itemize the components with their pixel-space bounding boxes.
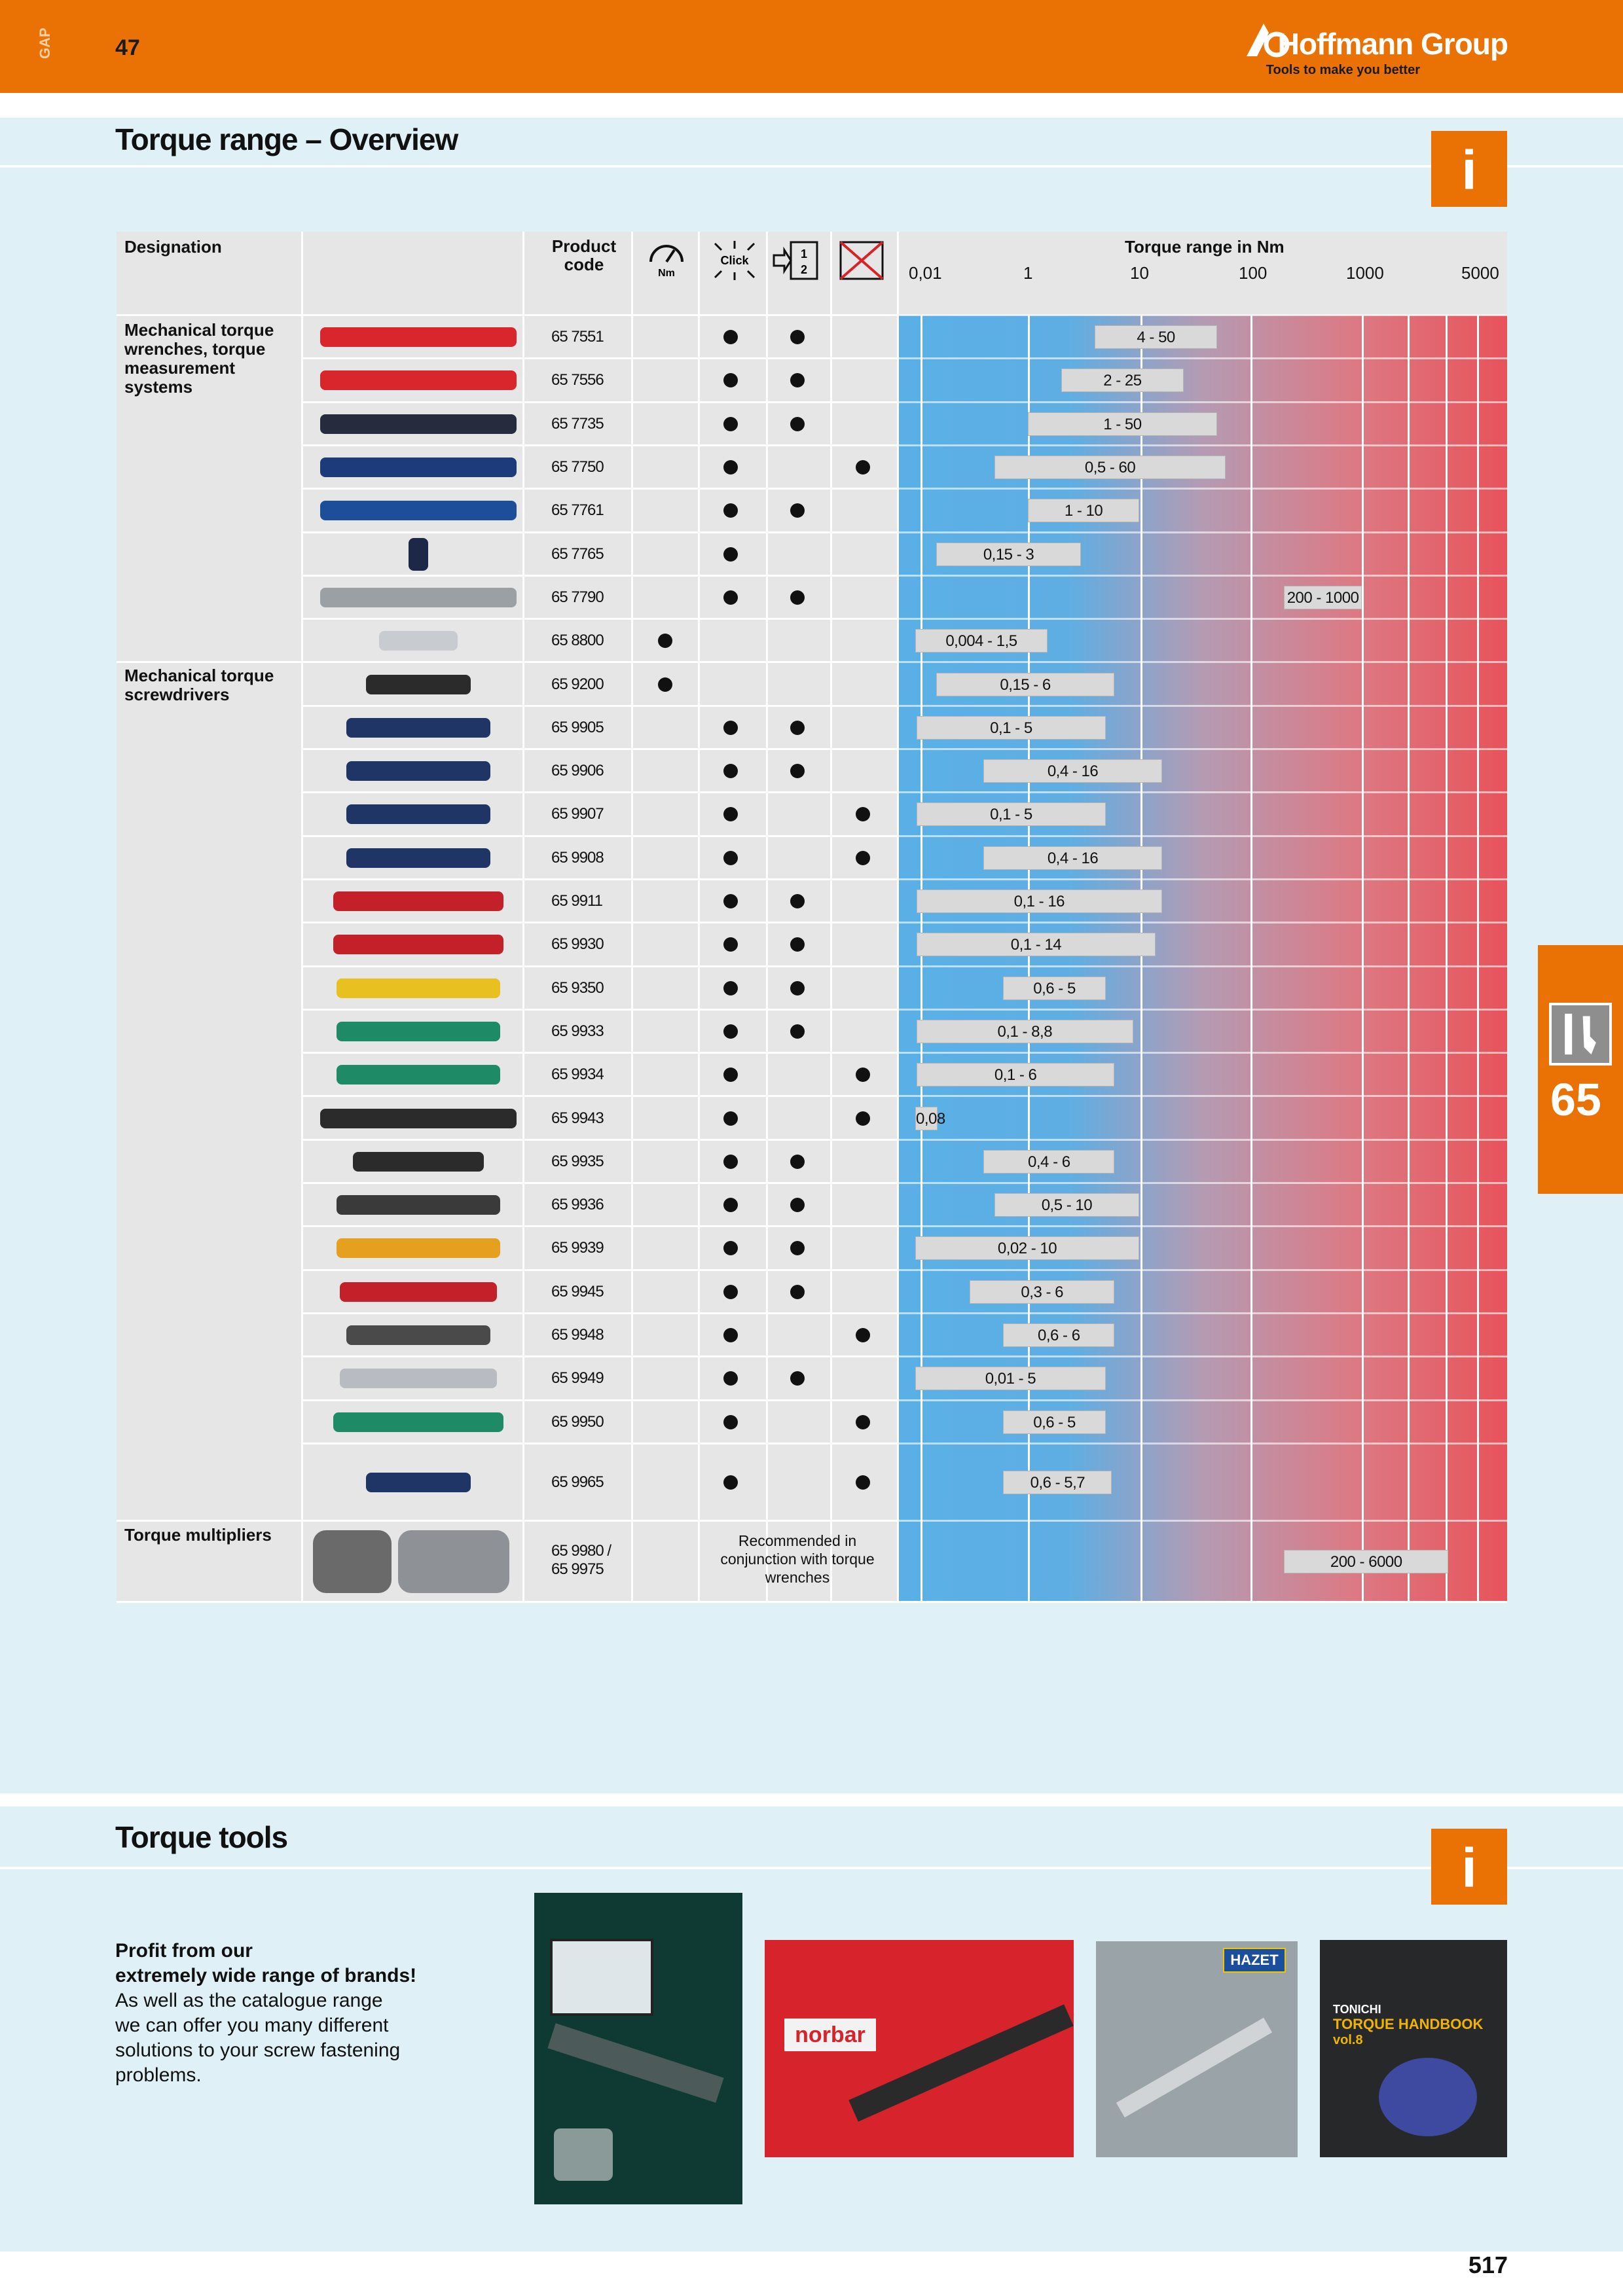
row-divider bbox=[301, 878, 897, 880]
row-divider bbox=[301, 444, 897, 446]
profit-body: we can offer you many different bbox=[115, 2015, 389, 2036]
product-image bbox=[337, 1238, 500, 1258]
range-bar: 0,1 - 8,8 bbox=[917, 1020, 1133, 1043]
feature-dot bbox=[723, 1241, 738, 1255]
feature-dot bbox=[723, 460, 738, 475]
feature-dot bbox=[856, 1328, 870, 1342]
row-divider bbox=[897, 705, 1507, 707]
product-image bbox=[320, 501, 517, 520]
feature-dot bbox=[856, 1475, 870, 1490]
range-bar: 1 - 50 bbox=[1028, 412, 1217, 436]
range-bar: 0,6 - 6 bbox=[1003, 1323, 1114, 1347]
torque-range-table bbox=[117, 232, 1507, 1601]
col-divider bbox=[766, 232, 768, 1602]
group-wrenches: Mechanical torque wrenches, torque measurement systems bbox=[124, 320, 274, 397]
divider bbox=[0, 165, 1623, 168]
feature-dot bbox=[723, 937, 738, 952]
product-image bbox=[313, 1530, 392, 1593]
monitor-icon bbox=[550, 1939, 653, 2016]
feature-dot bbox=[723, 1328, 738, 1342]
scale-line bbox=[1408, 315, 1410, 1602]
col-product-code: Product code bbox=[551, 236, 617, 274]
range-bar: 0,004 - 1,5 bbox=[915, 629, 1048, 653]
range-bar: 0,15 - 3 bbox=[936, 543, 1081, 566]
product-image bbox=[320, 457, 517, 477]
row-divider bbox=[301, 1269, 897, 1271]
row-divider bbox=[897, 618, 1507, 620]
product-image bbox=[340, 1282, 497, 1302]
row-divider bbox=[301, 401, 897, 403]
row-divider bbox=[301, 1399, 897, 1401]
product-code: 65 9350 bbox=[551, 978, 604, 997]
tick-label: 5000 bbox=[1461, 263, 1499, 283]
divider bbox=[0, 1867, 1623, 1869]
scale-line bbox=[1140, 315, 1142, 1602]
product-code: 65 9948 bbox=[551, 1326, 604, 1344]
feature-dot bbox=[723, 764, 738, 778]
row-divider bbox=[301, 1312, 897, 1314]
tonichi-brand: TONICHI bbox=[1333, 2003, 1381, 2016]
hazet-brochure-image bbox=[1096, 1941, 1298, 2157]
range-bar: 0,6 - 5 bbox=[1003, 1410, 1106, 1434]
product-code: 65 9933 bbox=[551, 1022, 604, 1040]
feature-dot bbox=[723, 807, 738, 821]
feature-dot bbox=[790, 373, 805, 387]
product-image bbox=[320, 414, 517, 434]
row-divider bbox=[897, 1520, 1507, 1522]
row-divider bbox=[897, 835, 1507, 837]
feature-dot bbox=[723, 1067, 738, 1082]
product-code: 65 9945 bbox=[551, 1282, 604, 1300]
product-code: 65 9200 bbox=[551, 675, 604, 693]
range-bar: 0,5 - 60 bbox=[994, 456, 1226, 479]
feature-dot bbox=[723, 1155, 738, 1169]
product-code: 65 7551 bbox=[551, 328, 604, 346]
product-image bbox=[337, 1195, 500, 1215]
scale-line bbox=[921, 315, 922, 1602]
feature-dot bbox=[723, 1475, 738, 1490]
range-bar: 0,02 - 10 bbox=[915, 1236, 1139, 1260]
scale-line bbox=[1250, 315, 1252, 1602]
range-bar: 0,1 - 5 bbox=[917, 716, 1106, 740]
wrench-head-icon bbox=[554, 2128, 613, 2181]
product-code: 65 9911 bbox=[551, 892, 602, 910]
product-image bbox=[409, 538, 428, 571]
feature-dot bbox=[723, 981, 738, 996]
feature-dot bbox=[790, 1371, 805, 1386]
product-image bbox=[346, 761, 490, 781]
row-divider bbox=[301, 835, 897, 837]
overview-title: Torque range – Overview bbox=[115, 122, 458, 156]
range-bar: 1 - 10 bbox=[1028, 499, 1139, 522]
page-header bbox=[0, 0, 1623, 93]
tick-label: 100 bbox=[1239, 263, 1267, 283]
feature-dot bbox=[723, 851, 738, 865]
col-divider bbox=[897, 232, 899, 1602]
row-divider bbox=[301, 488, 897, 490]
product-image bbox=[366, 1473, 471, 1492]
range-bar: 2 - 25 bbox=[1061, 368, 1183, 392]
feature-dot bbox=[723, 503, 738, 518]
product-code: 65 7761 bbox=[551, 501, 604, 520]
scale-line bbox=[1446, 315, 1448, 1602]
product-code: 65 7735 bbox=[551, 414, 604, 433]
product-image bbox=[320, 327, 517, 347]
product-image bbox=[333, 891, 503, 911]
feature-dot bbox=[790, 1285, 805, 1299]
row-divider bbox=[897, 1182, 1507, 1184]
row-divider bbox=[117, 314, 897, 316]
svg-text:Nm: Nm bbox=[658, 268, 675, 279]
row-divider bbox=[897, 1095, 1507, 1097]
range-bar: 0,4 - 16 bbox=[983, 759, 1161, 783]
product-code: 65 9980 / 65 9975 bbox=[551, 1541, 611, 1578]
row-divider bbox=[301, 1355, 897, 1357]
feature-dot bbox=[723, 1024, 738, 1039]
feature-dot bbox=[723, 1371, 738, 1386]
row-divider bbox=[301, 1182, 897, 1184]
catalogue-code: GAP bbox=[37, 27, 53, 59]
feature-dot bbox=[790, 764, 805, 778]
product-image bbox=[337, 1065, 500, 1085]
range-bar: 0,6 - 5,7 bbox=[1003, 1471, 1112, 1494]
product-code: 65 9965 bbox=[551, 1473, 604, 1491]
product-image bbox=[337, 1022, 500, 1041]
row-divider bbox=[117, 1520, 897, 1522]
feature-dot bbox=[790, 1024, 805, 1039]
row-divider bbox=[897, 791, 1507, 793]
profit-heading: extremely wide range of brands! bbox=[115, 1965, 417, 1986]
range-bar: 0,6 - 5 bbox=[1003, 977, 1106, 1000]
tick-label: 1 bbox=[1023, 263, 1033, 283]
feature-dot bbox=[856, 460, 870, 475]
issue-number: 47 bbox=[115, 35, 140, 60]
table-bottom bbox=[117, 1601, 1507, 1603]
row-divider bbox=[897, 1225, 1507, 1227]
product-image bbox=[379, 631, 458, 651]
feature-dot bbox=[790, 1241, 805, 1255]
product-image bbox=[320, 588, 517, 607]
range-bar: 200 - 6000 bbox=[1284, 1550, 1448, 1573]
torque-wrench-icon bbox=[848, 2004, 1074, 2121]
range-bar: 0,15 - 6 bbox=[936, 673, 1114, 696]
feature-dot bbox=[723, 1198, 738, 1212]
row-divider bbox=[897, 965, 1507, 967]
product-image bbox=[320, 1109, 517, 1128]
feature-dot bbox=[856, 1067, 870, 1082]
row-divider bbox=[301, 1225, 897, 1227]
product-image bbox=[320, 370, 517, 390]
row-divider bbox=[897, 357, 1507, 359]
product-image bbox=[398, 1530, 509, 1593]
row-divider bbox=[897, 878, 1507, 880]
feature-dot bbox=[723, 1285, 738, 1299]
row-divider bbox=[301, 357, 897, 359]
feature-dot bbox=[856, 1415, 870, 1429]
svg-text:1: 1 bbox=[800, 247, 808, 260]
product-code: 65 9908 bbox=[551, 848, 604, 867]
range-bar: 200 - 1000 bbox=[1284, 586, 1362, 609]
col-divider bbox=[522, 232, 524, 1602]
feature-dot bbox=[790, 894, 805, 908]
feature-dot bbox=[790, 1155, 805, 1169]
multiplier-note: Recommended in conjunction with torque wrenches bbox=[720, 1532, 875, 1586]
row-divider bbox=[897, 488, 1507, 490]
feature-dot bbox=[658, 677, 672, 692]
tonichi-brochure-image bbox=[1320, 1940, 1507, 2157]
product-code: 65 9905 bbox=[551, 718, 604, 736]
logo-tagline: Tools to make you better bbox=[1266, 63, 1420, 77]
product-code: 65 7790 bbox=[551, 588, 604, 606]
row-divider bbox=[897, 401, 1507, 403]
row-divider bbox=[897, 1355, 1507, 1357]
product-code: 65 7765 bbox=[551, 545, 604, 563]
range-bar: 0,4 - 16 bbox=[983, 846, 1161, 870]
feature-dot bbox=[723, 373, 738, 387]
feature-dot bbox=[723, 1415, 738, 1429]
wrench-screwdriver-icon bbox=[1549, 1003, 1612, 1066]
col-divider bbox=[830, 232, 832, 1602]
feature-dot bbox=[723, 330, 738, 344]
range-bar: 0,01 - 5 bbox=[915, 1367, 1106, 1390]
range-bar: 0,5 - 10 bbox=[994, 1193, 1139, 1217]
scale-line bbox=[1477, 315, 1479, 1602]
product-image bbox=[346, 718, 490, 738]
product-image bbox=[346, 848, 490, 868]
page-number: 517 bbox=[1468, 2251, 1508, 2278]
hazet-logo: HAZET bbox=[1223, 1948, 1286, 1973]
row-divider bbox=[301, 922, 897, 924]
group-multipliers: Torque multipliers bbox=[124, 1525, 272, 1545]
range-bar: 0,1 - 5 bbox=[917, 802, 1106, 826]
col-torque-range: Torque range in Nm bbox=[1125, 237, 1285, 257]
norbar-brochure-image bbox=[765, 1940, 1074, 2157]
svg-text:Click: Click bbox=[720, 254, 749, 267]
product-image bbox=[333, 1412, 503, 1432]
product-image bbox=[366, 675, 471, 694]
feature-dot bbox=[723, 590, 738, 605]
product-code: 65 9907 bbox=[551, 805, 604, 823]
row-divider bbox=[301, 1009, 897, 1011]
col-divider bbox=[301, 232, 303, 1602]
product-code: 65 9943 bbox=[551, 1109, 604, 1127]
product-image bbox=[346, 1325, 490, 1345]
col-designation: Designation bbox=[124, 237, 222, 257]
row-divider bbox=[897, 1009, 1507, 1011]
col-divider bbox=[698, 232, 700, 1602]
tools-title: Torque tools bbox=[115, 1820, 288, 1854]
row-divider bbox=[897, 1312, 1507, 1314]
svg-text:2: 2 bbox=[800, 263, 808, 276]
row-divider bbox=[897, 531, 1507, 533]
row-divider bbox=[117, 661, 897, 663]
product-code: 65 9936 bbox=[551, 1196, 604, 1214]
feature-dot bbox=[790, 937, 805, 952]
row-divider bbox=[301, 1139, 897, 1141]
group-screwdrivers: Mechanical torque screwdrivers bbox=[124, 666, 274, 704]
row-divider bbox=[897, 1052, 1507, 1054]
row-divider bbox=[301, 965, 897, 967]
range-bar: 0,08 bbox=[915, 1107, 938, 1130]
row-divider bbox=[301, 748, 897, 750]
range-bar: 4 - 50 bbox=[1095, 325, 1216, 349]
info-icon: i bbox=[1431, 131, 1507, 207]
section-gap bbox=[0, 1793, 1623, 1806]
chapter-number: 65 bbox=[1550, 1074, 1601, 1125]
profit-body: problems. bbox=[115, 2064, 202, 2086]
tonichi-title: TORQUE HANDBOOK bbox=[1333, 2016, 1484, 2032]
product-code: 65 7556 bbox=[551, 371, 604, 389]
row-divider bbox=[301, 531, 897, 533]
product-image bbox=[353, 1152, 484, 1172]
col-divider bbox=[631, 232, 633, 1602]
feature-dot bbox=[856, 851, 870, 865]
feature-dot bbox=[723, 894, 738, 908]
scale-line bbox=[1362, 315, 1364, 1602]
logo-name: Hoffmann Group bbox=[1277, 27, 1508, 61]
software-brochure-image bbox=[534, 1893, 742, 2204]
product-code: 65 9934 bbox=[551, 1066, 604, 1084]
profit-text bbox=[115, 1939, 416, 2088]
row-divider bbox=[301, 1443, 897, 1444]
product-code: 65 9935 bbox=[551, 1152, 604, 1170]
row-divider bbox=[897, 575, 1507, 577]
row-divider bbox=[897, 748, 1507, 750]
product-image bbox=[337, 978, 500, 998]
tick-label: 1000 bbox=[1346, 263, 1384, 283]
row-divider bbox=[897, 1269, 1507, 1271]
product-code: 65 9930 bbox=[551, 935, 604, 954]
feature-dot bbox=[790, 981, 805, 996]
product-code: 65 9949 bbox=[551, 1369, 604, 1388]
row-divider bbox=[301, 705, 897, 707]
row-divider bbox=[301, 575, 897, 577]
product-code: 65 9950 bbox=[551, 1412, 604, 1431]
tonichi-volume: vol.8 bbox=[1333, 2033, 1363, 2047]
feature-dot bbox=[723, 417, 738, 431]
torque-wrench-icon bbox=[1116, 2018, 1272, 2118]
feature-dot bbox=[723, 721, 738, 735]
feature-dot bbox=[790, 503, 805, 518]
feature-dot bbox=[658, 634, 672, 648]
row-divider bbox=[301, 1095, 897, 1097]
row-divider bbox=[301, 618, 897, 620]
feature-dot bbox=[790, 330, 805, 344]
product-code: 65 9939 bbox=[551, 1239, 604, 1257]
feature-dot bbox=[790, 417, 805, 431]
range-bar: 0,1 - 6 bbox=[917, 1063, 1114, 1086]
profit-body: As well as the catalogue range bbox=[115, 1990, 383, 2011]
row-divider bbox=[897, 922, 1507, 924]
product-code: 65 9906 bbox=[551, 762, 604, 780]
profit-heading: Profit from our bbox=[115, 1940, 253, 1962]
row-divider bbox=[897, 1139, 1507, 1141]
range-bar: 0,4 - 6 bbox=[983, 1150, 1114, 1174]
product-image bbox=[333, 935, 503, 954]
tick-label: 10 bbox=[1130, 263, 1149, 283]
table-rows bbox=[117, 232, 1507, 1601]
feature-dot bbox=[723, 547, 738, 562]
tick-label: 0,01 bbox=[909, 263, 942, 283]
range-bar: 0,3 - 6 bbox=[970, 1280, 1114, 1304]
product-image bbox=[340, 1369, 497, 1388]
range-bar: 0,1 - 16 bbox=[917, 889, 1162, 913]
torque-wrench-icon bbox=[547, 2023, 723, 2102]
feature-dot bbox=[790, 1198, 805, 1212]
feature-dot bbox=[723, 1111, 738, 1126]
product-code: 65 7750 bbox=[551, 458, 604, 476]
norbar-logo: norbar bbox=[784, 2018, 876, 2051]
profit-body: solutions to your screw fastening bbox=[115, 2039, 401, 2061]
product-image bbox=[346, 804, 490, 824]
product-code: 65 8800 bbox=[551, 632, 604, 650]
row-divider bbox=[897, 661, 1507, 663]
feature-dot bbox=[790, 721, 805, 735]
feature-dot bbox=[790, 590, 805, 605]
row-divider bbox=[897, 444, 1507, 446]
feature-dot bbox=[856, 1111, 870, 1126]
info-icon: i bbox=[1431, 1829, 1507, 1905]
row-divider bbox=[897, 314, 1507, 316]
row-divider bbox=[301, 1052, 897, 1054]
chapter-tab[interactable] bbox=[1538, 945, 1623, 1194]
range-bar: 0,1 - 14 bbox=[917, 933, 1156, 956]
row-divider bbox=[897, 1443, 1507, 1444]
row-divider bbox=[301, 791, 897, 793]
feature-dot bbox=[856, 807, 870, 821]
row-divider bbox=[897, 1399, 1507, 1401]
gauge-icon bbox=[1379, 2058, 1477, 2136]
